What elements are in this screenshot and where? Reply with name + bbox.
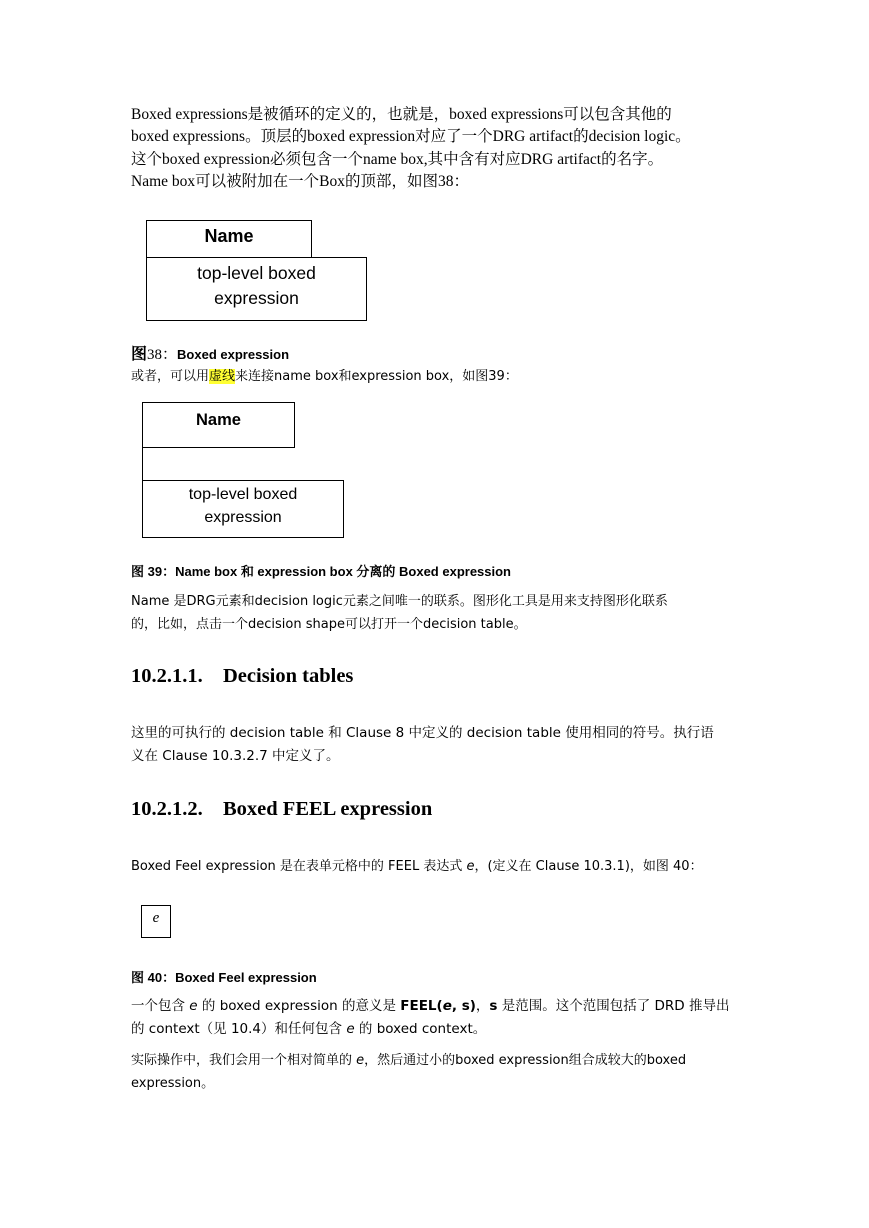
boxed-feel-paragraph — [131, 855, 703, 878]
paragraph-line: 这里的可执行的 decision table 和 Clause 8 中定义的 decision table 使用相同的符号。执行语 — [131, 725, 714, 741]
figure-caption: 图 39：Name box 和 expression box 分离的 Boxed expression — [131, 564, 512, 579]
connector-line — [142, 448, 143, 480]
feel-suffix: , s) — [451, 998, 476, 1014]
paragraph-line — [131, 1018, 730, 1041]
dash-text-after: 来连接name box和expression box，如图39： — [235, 369, 518, 384]
feel-variable: e — [442, 998, 452, 1014]
cell-variable: e — [152, 910, 160, 926]
paragraph-line — [131, 995, 730, 1018]
section-title: Boxed FEEL expression — [223, 798, 433, 820]
text: 是范围。这个范围包括了 DRD 推导出 — [497, 998, 730, 1014]
section-number: 10.2.1.1. — [131, 665, 203, 687]
expression-line: expression — [204, 509, 282, 526]
text: ，然后通过小的boxed expression组合成较大的boxed — [364, 1053, 687, 1068]
figure-caption — [131, 341, 289, 364]
caption-text: Boxed expression — [177, 347, 290, 362]
feel-cell — [141, 905, 171, 938]
text: Boxed Feel expression 是在表单元格中的 FEEL 表达式 — [131, 859, 467, 874]
caption-number: 38： — [147, 347, 178, 363]
name-box-label: Name — [204, 226, 254, 246]
feel-prefix: FEEL( — [400, 998, 443, 1014]
expression-box — [142, 480, 344, 538]
text: ， — [475, 998, 490, 1014]
variable-e: e — [356, 1053, 365, 1068]
practice-paragraph — [131, 1049, 686, 1095]
text: 的 boxed context。 — [354, 1021, 487, 1037]
variable-e: e — [466, 859, 475, 874]
text: 的 boxed expression 的意义是 — [197, 998, 401, 1014]
section-number: 10.2.1.2. — [131, 798, 203, 820]
paragraph-line — [131, 1049, 686, 1072]
text: ，(定义在 Clause 10.3.1)，如图 40： — [474, 859, 703, 874]
section-title: Decision tables — [223, 665, 354, 687]
section-heading — [131, 798, 432, 821]
intro-paragraph — [131, 104, 751, 193]
name-paragraph — [131, 590, 668, 636]
highlighted-text: 虚线 — [209, 369, 236, 384]
paragraph-line: Name 是DRG元素和decision logic元素之间唯一的联系。图形化工具是用来支持图形化联系 — [131, 594, 668, 609]
dash-paragraph — [131, 365, 518, 388]
variable-e: e — [346, 1021, 355, 1037]
text: 一个包含 — [131, 998, 190, 1014]
paragraph-line: expression。 — [131, 1076, 215, 1091]
expression-box — [146, 257, 367, 321]
name-box — [142, 402, 295, 448]
scope-s: s — [489, 998, 498, 1014]
expression-line: top-level boxed — [197, 263, 316, 283]
dash-text-before: 或者，可以用 — [131, 369, 210, 384]
meaning-paragraph — [131, 995, 730, 1041]
name-box — [146, 220, 312, 258]
paragraph-line: 的，比如，点击一个decision shape可以打开一个decision table。 — [131, 617, 527, 632]
caption-prefix: 图 — [131, 346, 148, 363]
intro-line: Name box可以被附加在一个Box的顶部，如图38： — [131, 172, 469, 190]
section-heading — [131, 665, 353, 688]
intro-line: boxed expressions。顶层的boxed expression对应了一个DRG artifact的decision logic。 — [131, 128, 691, 146]
expression-line: top-level boxed — [188, 486, 298, 503]
intro-line: 这个boxed expression必须包含一个name box,其中含有对应DRG artifact的名字。 — [131, 150, 664, 168]
decision-tables-paragraph — [131, 722, 714, 768]
text: 的 context（见 10.4）和任何包含 — [131, 1021, 347, 1037]
text: 实际操作中，我们会用一个相对简单的 — [131, 1053, 357, 1068]
figure-caption: 图 40：Boxed Feel expression — [131, 970, 317, 985]
intro-line: Boxed expressions是被循环的定义的，也就是，boxed expressions可以包含其他的 — [131, 106, 672, 123]
name-box-label: Name — [196, 411, 241, 429]
expression-line: expression — [214, 288, 299, 308]
paragraph-line: 义在 Clause 10.3.2.7 中定义了。 — [131, 748, 340, 764]
variable-e: e — [189, 998, 198, 1014]
